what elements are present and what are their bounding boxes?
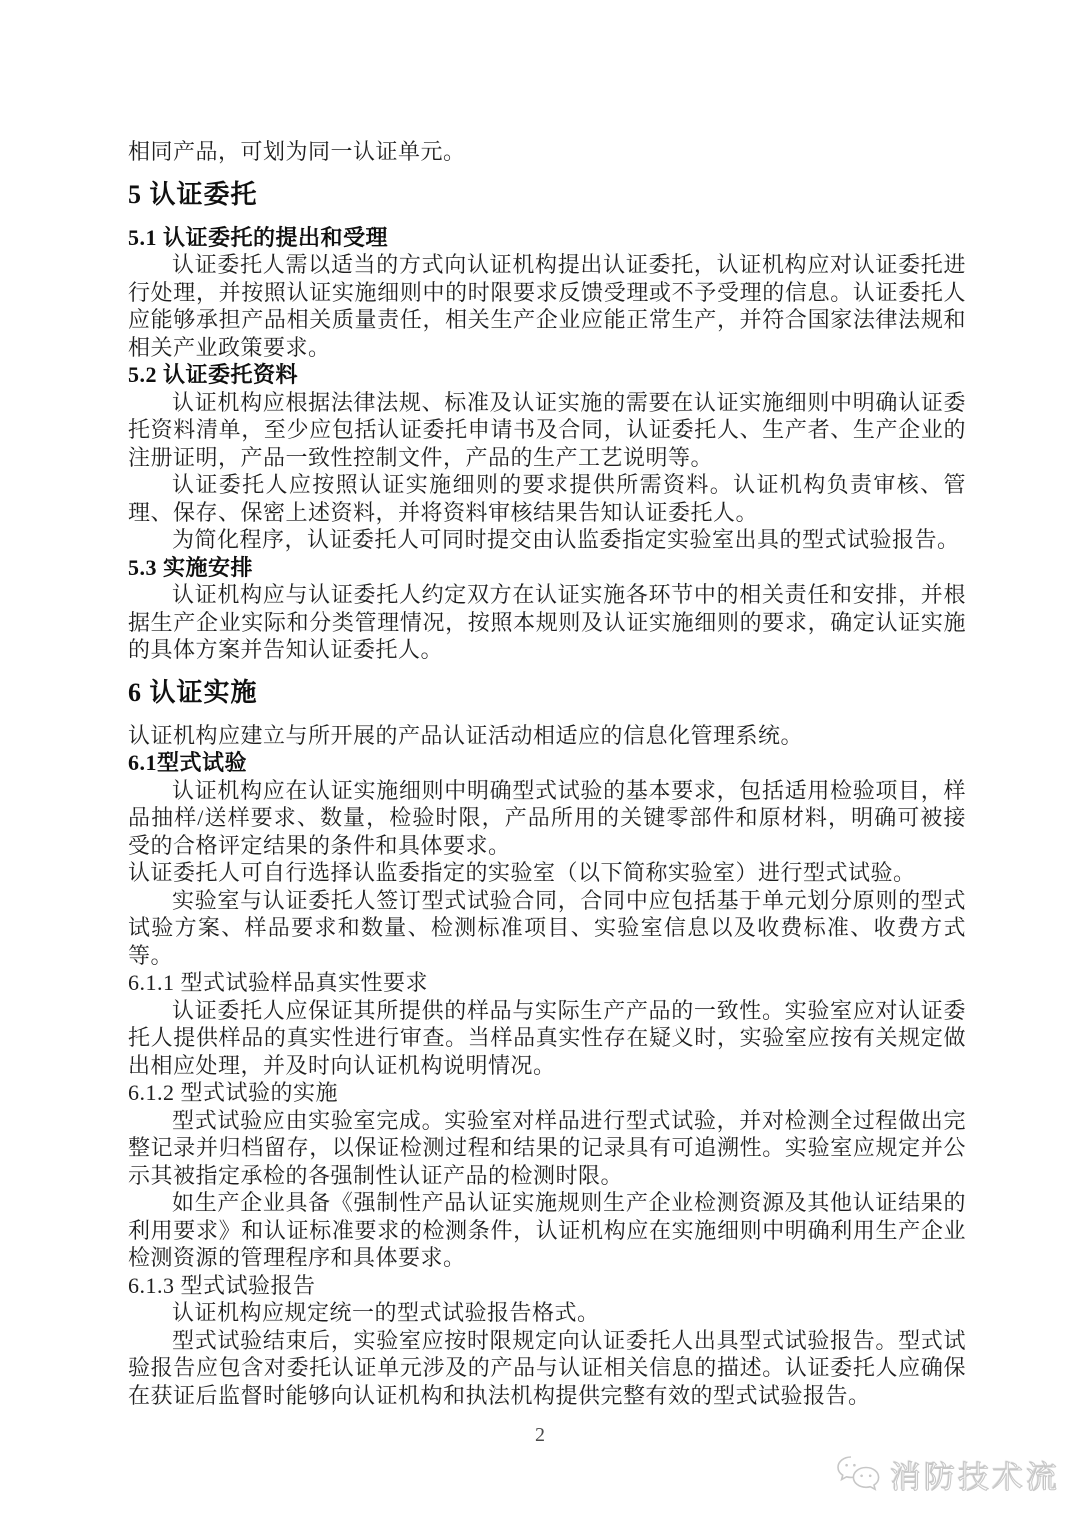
paragraph: 认证委托人可自行选择认监委指定的实验室（以下简称实验室）进行型式试验。 [128, 860, 916, 885]
subsection-heading-5-1: 5.1 认证委托的提出和受理 [128, 224, 389, 250]
subsection-heading-6-1: 6.1型式试验 [128, 750, 248, 775]
document-content [128, 138, 966, 1409]
paragraph: 相同产品，可划为同一认证单元。 [128, 139, 466, 164]
paragraph: 认证机构应在认证实施细则中明确型式试验的基本要求，包括适用检验项目，样品抽样/送样要求、数量，检验时限，产品所用的关键零部件和原材料，明确可被接受的合格评定结果的条件和具体要求。 [128, 777, 966, 858]
paragraph: 认证机构应与认证委托人约定双方在认证实施各环节中的相关责任和安排，并根据生产企业实际和分类管理情况，按照本规则及认证实施细则的要求，确定认证实施的具体方案并告知认证委托人。 [128, 582, 966, 662]
paragraph: 为简化程序，认证委托人可同时提交由认监委指定实验室出具的型式试验报告。 [172, 527, 960, 552]
clause-heading-6-1-3: 6.1.3 型式试验报告 [128, 1272, 316, 1298]
wechat-icon [836, 1455, 882, 1495]
paragraph: 如生产企业具备《强制性产品认证实施规则生产企业检测资源及其他认证结果的利用要求》和认证标准要求的检测条件，认证机构应在实施细则中明确利用生产企业检测资源的管理程序和具体要求。 [128, 1190, 966, 1270]
watermark-text: 消防技术流 [890, 1460, 1060, 1495]
paragraph: 型式试验结束后，实验室应按时限规定向认证委托人出具型式试验报告。型式试验报告应包含对委托认证单元涉及的产品与认证相关信息的描述。认证委托人应确保在获证后监督时能够向认证机构和执法机构提供完整有效的型式试验报告。 [128, 1327, 966, 1408]
watermark [836, 1452, 1060, 1497]
clause-heading-6-1-2: 6.1.2 型式试验的实施 [128, 1080, 339, 1105]
clause-heading-6-1-1: 6.1.1 型式试验样品真实性要求 [128, 970, 429, 995]
paragraph: 认证机构应建立与所开展的产品认证活动相适应的信息化管理系统。 [128, 722, 804, 748]
section-heading-5: 5 认证委托 [128, 179, 258, 209]
page-number: 2 [535, 1424, 545, 1446]
paragraph: 认证机构应规定统一的型式试验报告格式。 [172, 1300, 600, 1325]
paragraph: 认证委托人应按照认证实施细则的要求提供所需资料。认证机构负责审核、管理、保存、保密上述资料，并将资料审核结果告知认证委托人。 [128, 472, 966, 525]
subsection-heading-5-3: 5.3 实施安排 [128, 554, 254, 580]
paragraph: 实验室与认证委托人签订型式试验合同，合同中应包括基于单元划分原则的型式试验方案、样品要求和数量、检测标准项目、实验室信息以及收费标准、收费方式等。 [128, 887, 966, 968]
paragraph: 认证委托人需以适当的方式向认证机构提出认证委托，认证机构应对认证委托进行处理，并按照认证实施细则中的时限要求反馈受理或不予受理的信息。认证委托人应能够承担产品相关质量责任，相关生产企业应能正常生产，并符合国家法律法规和相关产业政策要求。 [128, 252, 966, 360]
subsection-heading-5-2: 5.2 认证委托资料 [128, 362, 299, 387]
paragraph: 型式试验应由实验室完成。实验室对样品进行型式试验，并对检测全过程做出完整记录并归档留存，以保证检测过程和结果的记录具有可追溯性。实验室应规定并公示其被指定承检的各强制性认证产品的检测时限。 [128, 1107, 966, 1188]
paragraph: 认证委托人应保证其所提供的样品与实际生产产品的一致性。实验室应对认证委托人提供样品的真实性进行审查。当样品真实性存在疑义时，实验室应按有关规定做出相应处理，并及时向认证机构说明情况。 [128, 997, 966, 1078]
paragraph: 认证机构应根据法律法规、标准及认证实施的需要在认证实施细则中明确认证委托资料清单，至少应包括认证委托申请书及合同，认证委托人、生产者、生产企业的注册证明，产品一致性控制文件，产品的生产工艺说明等。 [128, 389, 966, 470]
section-heading-6: 6 认证实施 [128, 677, 258, 707]
